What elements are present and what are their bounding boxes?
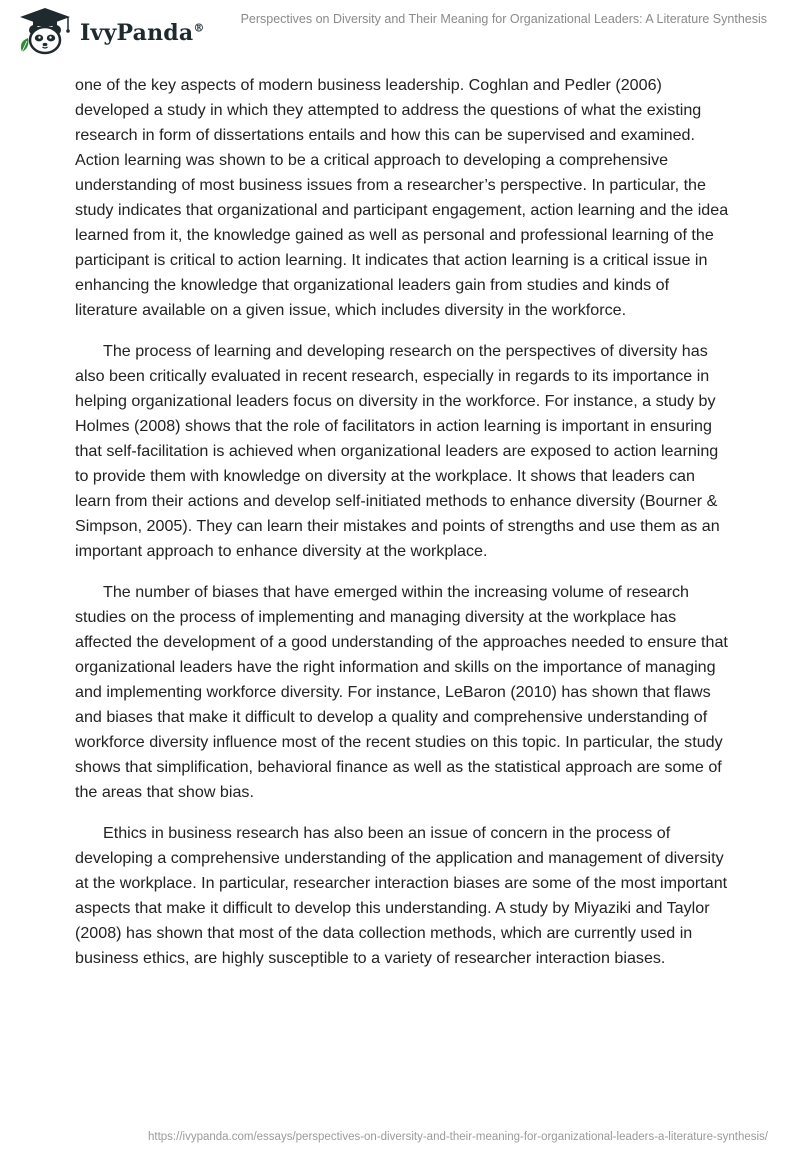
paragraph-1: one of the key aspects of modern business leadership. Coghlan and Pedler (2006) developed a study in which they attempted to address the questions of what the existing research in form of dissertations entails and how this can be supervised and examined. Action learning was shown to be a critical approach to developing a comprehensive understanding of most business issues from a researcher’s perspective. In particular, the study indicates that organizational and participant engagement, action learning and the idea learned from it, the knowledge gained as well as personal and professional learning of the participant is critical to action learning. It indicates that action learning is a critical issue in enhancing the knowledge that organizational leaders gain from studies and kinds of literature available on a given issue, which includes diversity in the workforce.	[75, 76, 729, 319]
brand-name: IvyPanda®	[80, 20, 205, 46]
registered-mark: ®	[193, 21, 205, 35]
page-header	[0, 0, 800, 60]
paragraph-4: Ethics in business research has also been an issue of concern in the process of developing a comprehensive understanding of the application and management of diversity at the workplace. In particular, researcher interaction biases are some of the most important aspects that make it difficult to develop this understanding. A study by Miyaziki and Taylor (2008) has shown that most of the data collection methods, which are currently used in business ethics, are highly susceptible to a variety of researcher interaction biases.	[75, 824, 728, 967]
paragraph-3: The number of biases that have emerged within the increasing volume of research studies on the process of implementing and managing diversity at the workplace has affected the development of a good understanding of the approaches needed to ensure that organizational leaders have the right information and skills on the importance of managing and implementing workforce diversity. For instance, LeBaron (2010) has shown that flaws and biases that make it difficult to develop a quality and comprehensive understanding of workforce diversity influence most of the recent studies on this topic. In particular, the study shows that simplification, behavioral finance as well as the statistical approach are some of the areas that show bias.	[75, 583, 728, 801]
essay-body	[75, 73, 735, 987]
paragraph-2: The process of learning and developing research on the perspectives of diversity has also been critically evaluated in recent research, especially in regards to its importance in helping organizational leaders focus on diversity in the workforce. For instance, a study by Holmes (2008) shows that the role of facilitators in action learning is important in ensuring that self-facilitation is achieved when organizational leaders are exposed to action learning to provide them with knowledge on diversity at the workplace. It shows that leaders can learn from their actions and develop self-initiated methods to enhance diversity (Bourner & Simpson, 2005). They can learn their mistakes and points of strengths and use them as an important approach to enhance diversity at the workplace.	[75, 342, 720, 560]
panda-graduate-icon	[14, 6, 76, 56]
source-url-link[interactable]: https://ivypanda.com/essays/perspectives-on-diversity-and-their-meaning-for-organizational-leaders-a-literature-synthesis/	[148, 1131, 768, 1143]
ivypanda-logo[interactable]	[14, 6, 205, 56]
document-title: Perspectives on Diversity and Their Meaning for Organizational Leaders: A Literature Synthesis	[240, 12, 767, 26]
